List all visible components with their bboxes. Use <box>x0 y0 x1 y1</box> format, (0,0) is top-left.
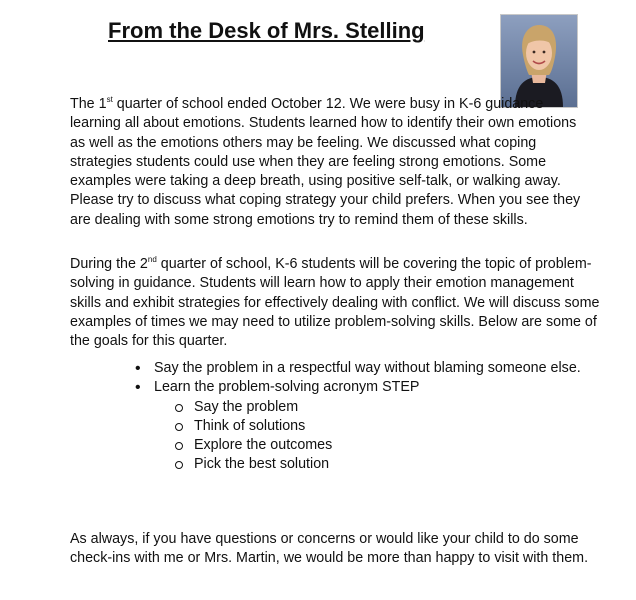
step-item: Say the problem <box>174 398 593 417</box>
step-item: Think of solutions <box>174 417 593 436</box>
para1-text-rest: quarter of school ended October 12. We were busy in K-6 guidance learning all about emotions. Students learned how to identify their own emotions as well as the emotions others may be feeling. We discussed what coping strategies students could use when they are feeling strong emotions. Some examples were taking a deep breath, using positive self-talk, or walking away. Please try to discuss what coping strategy your child prefers. When you see they are dealing with some strong emotions try to remind them of these skills. <box>70 96 581 228</box>
portrait-photo <box>500 14 578 108</box>
para2-text-rest: quarter of school, K-6 students will be covering the topic of problem-solving in guidance. Students will learn how to apply their emotion management skills and exhibit strategies for effectively dealing with conflict. We will discuss some examples of times we may need to utilize problem-solving skills. Below are some of the goals for this quarter. <box>70 256 600 350</box>
goal-item <box>133 378 593 474</box>
quarter-two-paragraph <box>70 255 600 351</box>
goal-item-text: Learn the problem-solving acronym STEP <box>154 379 420 396</box>
step-list <box>174 398 593 475</box>
goal-item-text: Say the problem in a respectful way without blaming someone else. <box>154 360 581 376</box>
closing-paragraph: As always, if you have questions or concerns or would like your child to do some check-ins with me or Mrs. Martin, we would be more than happy to visit with them. <box>70 531 589 567</box>
goals-list <box>133 359 593 475</box>
para1-ordinal: st <box>106 95 113 104</box>
goal-item <box>133 359 593 378</box>
quarter-one-paragraph <box>70 95 590 230</box>
para1-text-start: The 1 <box>70 96 107 112</box>
step-item: Explore the outcomes <box>174 436 593 455</box>
para2-ordinal: nd <box>147 255 157 264</box>
step-item: Pick the best solution <box>174 455 593 474</box>
para2-text-start: During the 2 <box>70 256 148 272</box>
portrait-photo-icon <box>501 15 577 107</box>
page-title: From the Desk of Mrs. Stelling <box>108 18 425 43</box>
